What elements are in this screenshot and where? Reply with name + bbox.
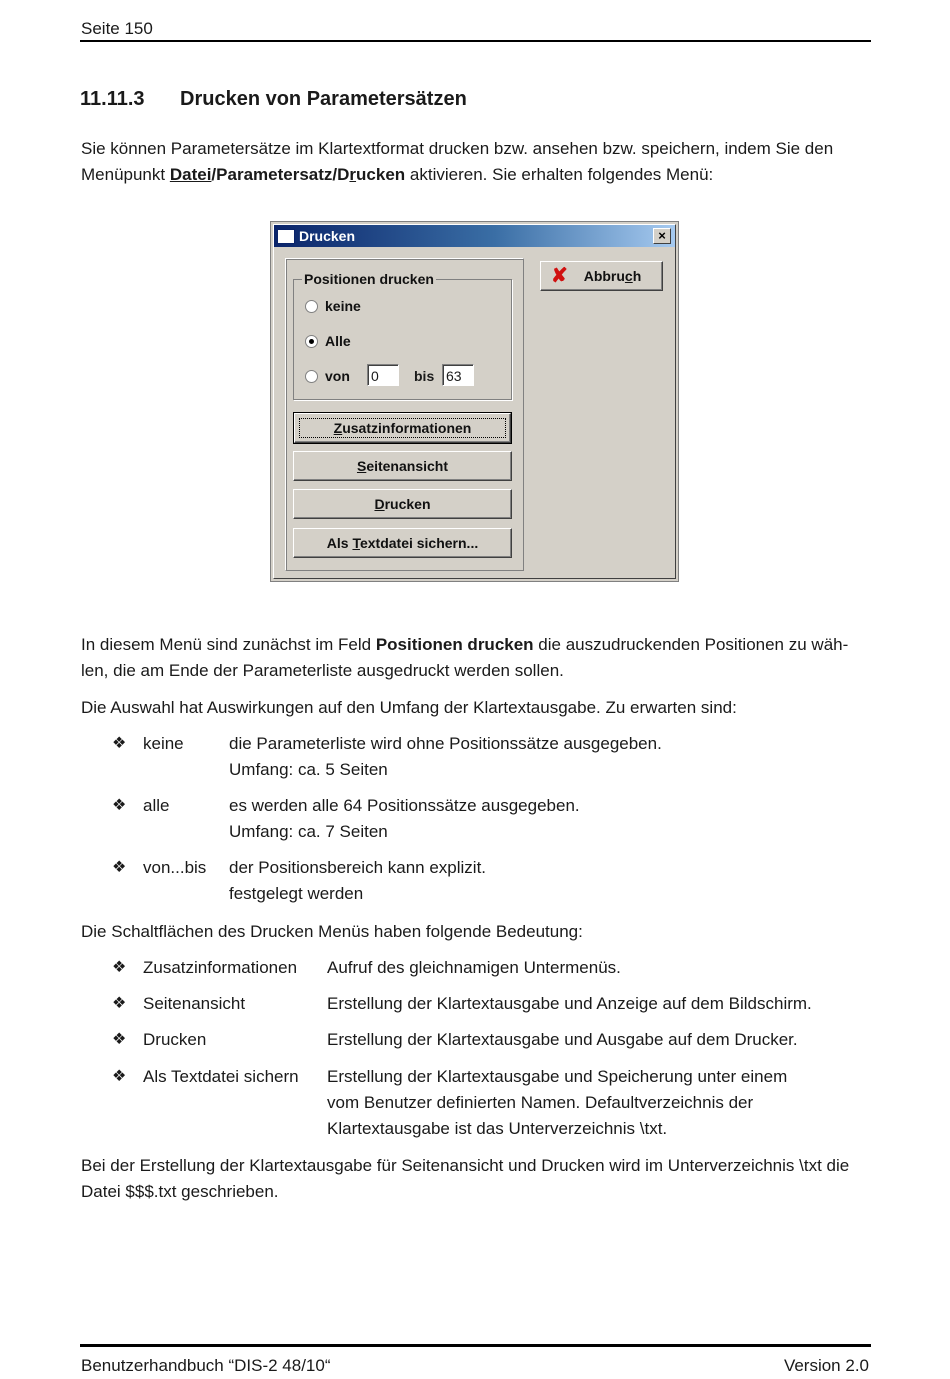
button-desc: Aufruf des gleichnamigen Untermenüs. bbox=[327, 958, 621, 977]
dialog-title: Drucken bbox=[299, 228, 356, 244]
option-desc-1: es werden alle 64 Positionssätze ausgegeben. bbox=[229, 796, 580, 815]
bullet-icon: ❖ bbox=[112, 1068, 127, 1085]
intro-paragraph bbox=[81, 136, 871, 188]
option-term: alle bbox=[143, 796, 170, 815]
abort-label-pre: Abbru bbox=[583, 268, 625, 284]
page-header bbox=[80, 16, 871, 42]
page-preview-button[interactable] bbox=[293, 451, 512, 481]
button-desc-1: Erstellung der Klartextausgabe und Speicherung unter einem bbox=[327, 1067, 788, 1086]
print-dialog bbox=[270, 221, 679, 582]
menu-path-drucken-r: r bbox=[349, 165, 357, 184]
section-number: 11.11.3 bbox=[80, 88, 145, 110]
intro-post: aktivieren. Sie erhalten folgendes Menü: bbox=[405, 165, 714, 184]
button-term: Zusatzinformationen bbox=[143, 958, 298, 977]
button-desc-2: vom Benutzer definierten Namen. Defaultverzeichnis der bbox=[327, 1093, 754, 1112]
bullet-icon: ❖ bbox=[112, 797, 127, 814]
save-as-textfile-button[interactable] bbox=[293, 528, 512, 558]
section-heading bbox=[80, 88, 467, 111]
button-term: Seitenansicht bbox=[143, 994, 246, 1013]
dialog-titlebar[interactable] bbox=[274, 225, 675, 247]
menu-path-parametersatz: Parametersatz bbox=[216, 165, 333, 184]
from-position-input[interactable]: 0 bbox=[367, 364, 399, 386]
option-term: von...bis bbox=[143, 858, 207, 877]
menu-path-sep: / bbox=[211, 165, 217, 184]
additional-info-hotkey: Z bbox=[333, 420, 343, 436]
option-desc bbox=[229, 731, 662, 783]
paragraph-selection: Die Auswahl hat Auswirkungen auf den Umfang der Klartextausgabe. Zu erwarten sind: bbox=[81, 698, 737, 717]
close-icon[interactable]: × bbox=[653, 228, 671, 244]
page-footer bbox=[80, 1344, 871, 1375]
radio-range-indicator[interactable] bbox=[305, 370, 318, 383]
footer-manual-title: Benutzerhandbuch “DIS-2 48/10“ bbox=[81, 1356, 331, 1375]
p4-line2: Datei $$$.txt geschrieben. bbox=[81, 1182, 279, 1201]
button-term: Drucken bbox=[143, 1030, 207, 1049]
print-hotkey: D bbox=[374, 496, 385, 512]
option-desc-2: festgelegt werden bbox=[229, 884, 364, 903]
option-desc-2: Umfang: ca. 5 Seiten bbox=[229, 760, 388, 779]
button-desc-3: Klartextausgabe ist das Unterverzeichnis \txt. bbox=[327, 1119, 668, 1138]
additional-info-button[interactable] bbox=[294, 413, 511, 443]
print-label: rucken bbox=[384, 496, 431, 512]
intro-line-1: Sie können Parametersätze im Klartextformat drucken bzw. ansehen bzw. speichern, indem Sie den bbox=[81, 139, 834, 158]
save-label: extdatei sichern... bbox=[359, 535, 479, 551]
bullet-icon: ❖ bbox=[112, 859, 127, 876]
option-desc-1: der Positionsbereich kann explizit. bbox=[229, 858, 487, 877]
paragraph-positions bbox=[81, 632, 871, 684]
window-icon bbox=[277, 229, 295, 244]
page-number: Seite 150 bbox=[81, 19, 153, 38]
bullet-icon: ❖ bbox=[112, 735, 127, 752]
p1-bold: Positionen drucken bbox=[375, 635, 534, 654]
to-label: bis bbox=[414, 368, 435, 384]
abort-button[interactable] bbox=[540, 261, 663, 291]
option-desc-2: Umfang: ca. 7 Seiten bbox=[229, 822, 388, 841]
option-desc-1: die Parameterliste wird ohne Positionssätze ausgegeben. bbox=[229, 734, 662, 753]
button-desc: Erstellung der Klartextausgabe und Anzeige auf dem Bildschirm. bbox=[327, 994, 812, 1013]
radio-range-label: von bbox=[325, 368, 350, 384]
button-desc bbox=[327, 1064, 787, 1142]
page-preview-label: eitenansicht bbox=[366, 458, 449, 474]
button-desc: Erstellung der Klartextausgabe und Ausgabe auf dem Drucker. bbox=[327, 1030, 798, 1049]
print-button[interactable] bbox=[293, 489, 512, 519]
paragraph-buttons: Die Schaltflächen des Drucken Menüs haben folgende Bedeutung: bbox=[81, 922, 583, 941]
menu-path-datei: Datei bbox=[169, 165, 212, 184]
menu-path-drucken-rest: ucken bbox=[356, 165, 406, 184]
save-hotkey: T bbox=[352, 535, 360, 551]
additional-info-label: usatzinformationen bbox=[342, 420, 472, 436]
p1-post: die auszudruckenden Positionen zu wäh- bbox=[533, 635, 849, 654]
abort-hotkey: c bbox=[624, 268, 633, 284]
page-preview-hotkey: S bbox=[356, 458, 367, 474]
positions-group-label: Positionen drucken bbox=[304, 271, 434, 287]
radio-none-label: keine bbox=[325, 298, 361, 314]
bullet-icon: ❖ bbox=[112, 995, 127, 1012]
bullet-icon: ❖ bbox=[112, 959, 127, 976]
intro-pre: Menüpunkt bbox=[81, 165, 170, 184]
radio-all-indicator[interactable] bbox=[305, 335, 318, 348]
bullet-icon: ❖ bbox=[112, 1031, 127, 1048]
paragraph-output-file bbox=[81, 1153, 871, 1205]
save-label-pre: Als bbox=[326, 535, 353, 551]
option-term: keine bbox=[143, 734, 184, 753]
to-position-input[interactable]: 63 bbox=[442, 364, 474, 386]
p1-pre: In diesem Menü sind zunächst im Feld bbox=[81, 635, 376, 654]
radio-none-indicator[interactable] bbox=[305, 300, 318, 313]
p4-line1: Bei der Erstellung der Klartextausgabe für Seitenansicht und Drucken wird im Unterverzeichnis \txt die bbox=[81, 1156, 850, 1175]
abort-label-post: h bbox=[632, 268, 642, 284]
focus-rect bbox=[299, 418, 506, 438]
button-term: Als Textdatei sichern bbox=[143, 1067, 299, 1086]
menu-path-drucken-d: D bbox=[337, 165, 350, 184]
option-desc bbox=[229, 855, 486, 907]
abort-x-icon: ✘ bbox=[551, 265, 568, 287]
footer-version: Version 2.0 bbox=[783, 1356, 869, 1375]
option-desc bbox=[229, 793, 580, 845]
menu-path-sep-2: / bbox=[332, 165, 338, 184]
radio-all-label: Alle bbox=[325, 333, 351, 349]
p1-line2: len, die am Ende der Parameterliste ausgedruckt werden sollen. bbox=[81, 661, 564, 680]
section-title: Drucken von Parametersätzen bbox=[180, 88, 467, 110]
